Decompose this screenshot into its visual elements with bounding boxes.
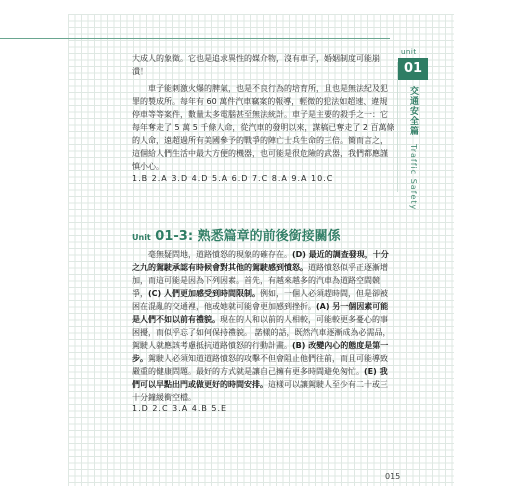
paragraph-1: [132, 52, 395, 78]
answer-sentence-a: (A) 另一個因素可能是人們不如以前有禮貌。: [132, 302, 389, 324]
answer-sentence-c: (C) 人們更加感受到時間限制。: [148, 289, 260, 298]
answer-sentence-b: (B) 改變內心的態度是第一步。: [132, 341, 389, 363]
sidebar-divider: [397, 62, 398, 192]
answer-sentence-d: (D) 最近的調查發現，十分之九的駕駛承認有時候會對其他的駕駛感到憤怒。: [132, 250, 389, 272]
answer-key-2: 1.D 2.C 3.A 4.B 5.E: [132, 404, 228, 413]
section-title-en: Traffic Safety: [409, 143, 418, 211]
answer-key-1: 1.B 2.A 3.D 4.D 5.A 6.D 7.C 8.A 9.A 10.C: [132, 174, 334, 183]
top-rule: [0, 38, 390, 39]
sentence: 例如，一個人必須趕時間，但是卻被困在混亂的交通裡，他或她就可能會更加感到挫折。: [132, 289, 388, 311]
paragraph-2-text: 車子能刺激火爆的脾氣，也是不良行為的培育所，且也是無法紀及犯罪的製成所。每年有 60 萬件汽車竊案的報導，輕微的犯法如超速、違規停車等等案件，數量太多電腦甚至無法統計。車子是主要的殺手之一：它每年奪走了 5 萬 5 千條人命，從汽車的發明以來，謀稿已奪走了 2 百萬條的人命，遠超過所有美國參予的戰爭的陣亡士兵生命的三倍。簡而言之，這個給人們生活中最大方便的機器，也可能是很危險的武器，我們都應謹慎小心。: [132, 84, 395, 171]
heading-unit: Unit: [132, 233, 151, 242]
unit-tab: 01: [398, 58, 428, 80]
sentence: 道路憤怒似乎正逐漸增加，而這可能是因為下列因素。首先，有越來越多的汽車為道路空間競爭，: [132, 263, 388, 298]
answer-sentence-e: (E) 我們可以早點出門或做更好的時間安排。: [132, 367, 388, 389]
section-title-zh: 交通安全篇: [408, 86, 418, 136]
section-heading: [132, 225, 341, 244]
sentence: 現在的人和以前的人相較，可能較更多憂心的事困擾，而似乎忘了如何保持禮貌。 諾樣的話，既然汽車逐漸成為必需品，駕駛人就應該考慮抵抗道路憤怒的行動計畫。: [132, 315, 391, 350]
sentence: 駕駛人必須知道道路憤怒的攻擊不但會阻止他們往前，而且可能導致嚴重的健康問題。最好的方式就是讓自己擁有更多時間避免匆忙。: [132, 354, 388, 376]
section-title-vertical: [407, 86, 420, 210]
sentence: 這樣可以讓駕駛人至少有二十或三十分鐘緩衝空檔。: [132, 380, 388, 402]
paragraph-3-text: [132, 248, 395, 404]
unit-label: unit: [401, 48, 417, 56]
paragraph-3: [132, 248, 395, 404]
page-number: 015: [385, 472, 401, 481]
sentence: 毫無疑問地，道路憤怒的現象的確存在。: [148, 250, 292, 259]
paragraph-1-text: 大成人的象徵。它也是追求異性的媒介物，沒有車子，婚姻制度可能崩潰！: [132, 54, 380, 76]
paragraph-2: [132, 82, 395, 173]
heading-number: 01-3:: [155, 229, 194, 244]
heading-title: 熟悉篇章的前後銜接關係: [197, 229, 341, 244]
